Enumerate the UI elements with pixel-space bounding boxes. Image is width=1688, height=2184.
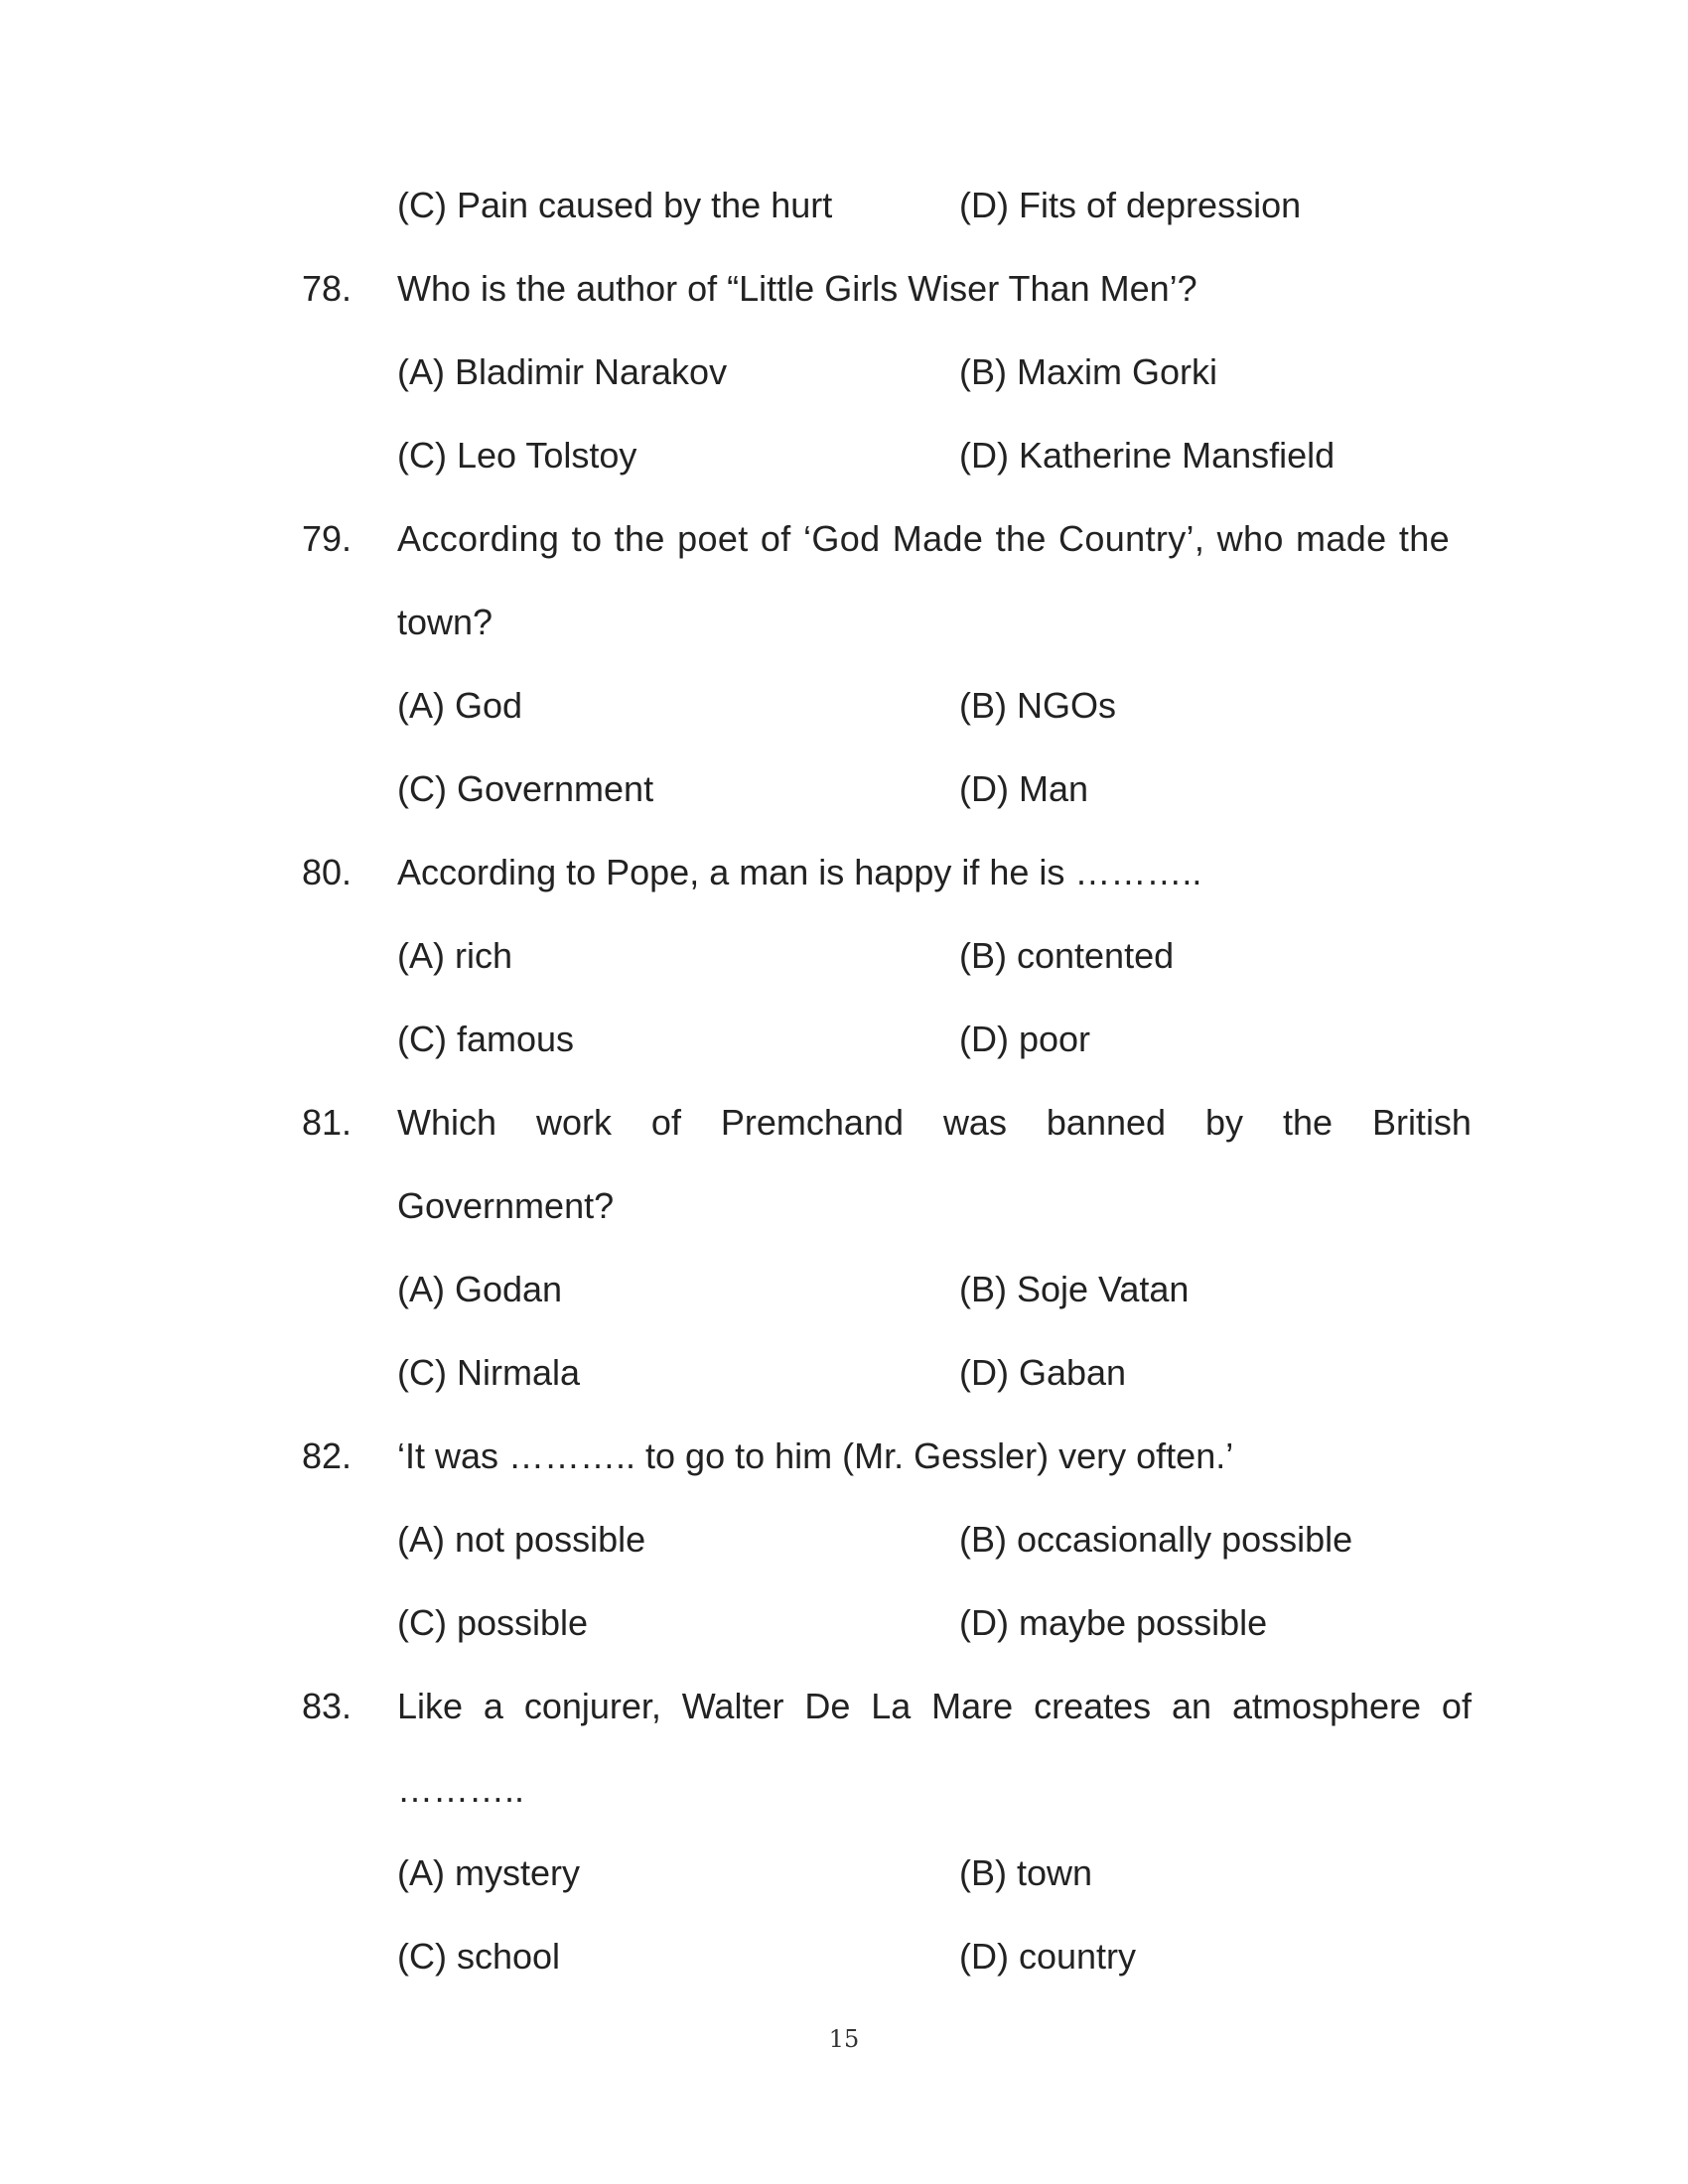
word: by xyxy=(1204,1102,1244,1143)
word: the xyxy=(1282,1102,1333,1143)
option-c: (C) Government xyxy=(397,768,654,809)
option-a: (A) Bladimir Narakov xyxy=(397,351,728,392)
option-d: (D) maybe possible xyxy=(959,1602,1268,1643)
option-a: (A) rich xyxy=(397,935,512,976)
question-number: 79. xyxy=(302,518,352,559)
question-83-continued xyxy=(0,1748,1688,1832)
word: Walter xyxy=(681,1686,784,1726)
option-row xyxy=(0,331,1688,414)
question-79-continued xyxy=(0,581,1688,664)
question-text-line-1 xyxy=(397,1665,1472,1748)
question-text-line-1 xyxy=(397,1081,1472,1164)
option-b: (B) Maxim Gorki xyxy=(959,351,1217,392)
option-b: (B) contented xyxy=(959,935,1175,976)
option-a: (A) mystery xyxy=(397,1852,580,1893)
option-d: (D) Fits of depression xyxy=(959,185,1302,225)
option-a: (A) God xyxy=(397,685,523,726)
word: atmosphere xyxy=(1231,1686,1422,1726)
word: Like xyxy=(397,1686,464,1726)
word: work xyxy=(535,1102,612,1143)
question-text-line-2: Government? xyxy=(397,1185,615,1226)
question-79 xyxy=(0,497,1688,581)
option-d: (D) Katherine Mansfield xyxy=(959,435,1336,476)
option-d: (D) country xyxy=(959,1936,1137,1977)
word: banned xyxy=(1046,1102,1167,1143)
option-row xyxy=(0,1248,1688,1331)
option-c: (C) Leo Tolstoy xyxy=(397,435,637,476)
question-number: 82. xyxy=(302,1435,352,1476)
option-row xyxy=(0,748,1688,831)
question-number: 81. xyxy=(302,1102,352,1143)
option-row xyxy=(0,914,1688,998)
word: of xyxy=(1441,1686,1472,1726)
question-number: 78. xyxy=(302,268,352,309)
question-81-continued xyxy=(0,1164,1688,1248)
word: De xyxy=(804,1686,851,1726)
option-c: (C) Pain caused by the hurt xyxy=(397,185,833,225)
option-a: (A) not possible xyxy=(397,1519,646,1560)
page-number: 15 xyxy=(828,2025,860,2053)
word: Which xyxy=(397,1102,497,1143)
question-text-line-2: town? xyxy=(397,602,493,642)
option-row xyxy=(0,164,1688,247)
word: British xyxy=(1371,1102,1472,1143)
question-text: Who is the author of “Little Girls Wiser Than Men’? xyxy=(397,268,1197,309)
option-row xyxy=(0,1498,1688,1581)
option-c: (C) famous xyxy=(397,1019,575,1059)
option-row xyxy=(0,664,1688,748)
word: an xyxy=(1172,1686,1212,1726)
question-81 xyxy=(0,1081,1688,1164)
question-text-line-2: ……….. xyxy=(397,1769,525,1810)
word: a xyxy=(483,1686,503,1726)
question-text-line-1: According to the poet of ‘God Made the Country’, who made the xyxy=(397,518,1450,559)
word: of xyxy=(650,1102,681,1143)
word: was xyxy=(942,1102,1007,1143)
word: La xyxy=(871,1686,912,1726)
option-c: (C) Nirmala xyxy=(397,1352,580,1393)
question-text: According to Pope, a man is happy if he is ……….. xyxy=(397,852,1202,892)
option-row xyxy=(0,414,1688,497)
option-b: (B) town xyxy=(959,1852,1093,1893)
option-c: (C) school xyxy=(397,1936,561,1977)
word: Mare xyxy=(931,1686,1014,1726)
question-82 xyxy=(0,1415,1688,1498)
option-c: (C) possible xyxy=(397,1602,589,1643)
word: Premchand xyxy=(720,1102,904,1143)
word: creates xyxy=(1034,1686,1152,1726)
option-d: (D) Man xyxy=(959,768,1089,809)
option-row xyxy=(0,1832,1688,1915)
question-number: 83. xyxy=(302,1686,352,1726)
option-b: (B) occasionally possible xyxy=(959,1519,1353,1560)
question-78 xyxy=(0,247,1688,331)
option-d: (D) poor xyxy=(959,1019,1091,1059)
question-80 xyxy=(0,831,1688,914)
question-number: 80. xyxy=(302,852,352,892)
option-row xyxy=(0,1581,1688,1665)
word: conjurer, xyxy=(523,1686,661,1726)
option-a: (A) Godan xyxy=(397,1269,563,1309)
option-d: (D) Gaban xyxy=(959,1352,1127,1393)
question-83 xyxy=(0,1665,1688,1748)
option-row xyxy=(0,1915,1688,1998)
option-b: (B) NGOs xyxy=(959,685,1116,726)
question-text: ‘It was ……….. to go to him (Mr. Gessler) very often.’ xyxy=(397,1435,1234,1476)
option-b: (B) Soje Vatan xyxy=(959,1269,1190,1309)
option-row xyxy=(0,998,1688,1081)
option-row xyxy=(0,1331,1688,1415)
